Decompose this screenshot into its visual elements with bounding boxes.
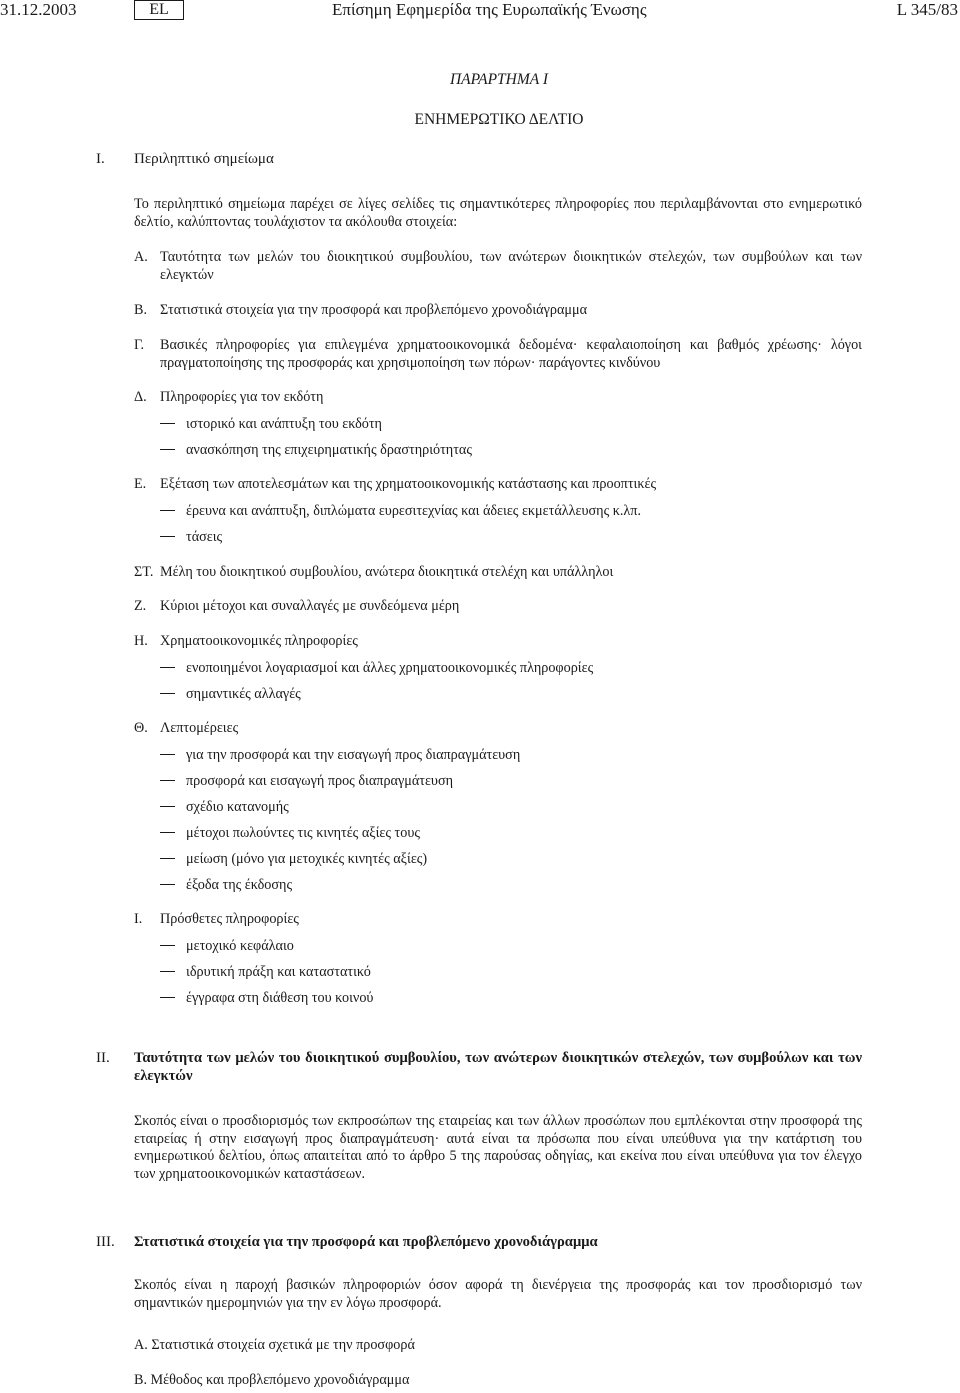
item-b-letter: Β. bbox=[134, 302, 148, 318]
item-f-letter: ΣΤ. bbox=[134, 564, 154, 580]
item-j-dash-2 bbox=[160, 963, 371, 981]
dash-mark bbox=[160, 858, 175, 859]
dash-text: ενοποιημένοι λογαριασμοί και άλλες χρηματοοικονομικές πληροφορίες bbox=[186, 660, 594, 676]
item-e-text: Εξέταση των αποτελεσμάτων και της χρηματοοικονομικής κατάστασης και προοπτικές bbox=[160, 476, 657, 492]
section-3-text: Σκοπός είναι η παροχή βασικών πληροφοριών όσον αφορά τη διενέργεια της προσφοράς και τον προσδιορισμό των σημαντικών ημερομηνιών για την εν λόγω προσφορά. bbox=[134, 1277, 862, 1311]
item-c-text: Βασικές πληροφορίες για επιλεγμένα χρηματοοικονομικά δεδομένα· κεφαλαιοποίηση και βαθμός χρέωσης· λόγοι πραγματοποίησης της προσφοράς και χρησιμοποίηση των πόρων· παράγοντες κινδύνου bbox=[160, 337, 862, 371]
dash-mark bbox=[160, 884, 175, 885]
item-f-text: Μέλη του διοικητικού συμβουλίου, ανώτερα διοικητικά στελέχη και υπάλληλοι bbox=[160, 564, 614, 580]
item-d-text: Πληροφορίες για τον εκδότη bbox=[160, 389, 324, 405]
item-i-dash-3 bbox=[160, 798, 289, 816]
dash-mark bbox=[160, 832, 175, 833]
item-i-dash-5 bbox=[160, 850, 427, 868]
dash-text: μείωση (μόνο για μετοχικές κινητές αξίες) bbox=[186, 851, 428, 867]
item-i-dash-2 bbox=[160, 772, 453, 790]
section-2-title: Ταυτότητα των μελών του διοικητικού συμβουλίου, των ανώτερων διοικητικών στελεχών, των συμβούλων και των ελεγκτών bbox=[134, 1050, 862, 1084]
dash-text: έξοδα της έκδοσης bbox=[186, 877, 293, 893]
dash-mark bbox=[160, 449, 175, 450]
item-b-text: Στατιστικά στοιχεία για την προσφορά και προβλεπόμενο χρονοδιάγραμμα bbox=[160, 302, 588, 318]
dash-text: έγγραφα στη διάθεση του κοινού bbox=[186, 990, 374, 1006]
annex-title: ΠΑΡΑΡΤΗΜΑ I bbox=[449, 71, 549, 88]
item-j-dash-1 bbox=[160, 937, 294, 955]
item-d-dash-2 bbox=[160, 441, 472, 459]
dash-mark bbox=[160, 806, 175, 807]
item-i-dash-6 bbox=[160, 876, 292, 894]
header-date: 31.12.2003 bbox=[0, 0, 77, 19]
section-3-number: III. bbox=[96, 1234, 115, 1250]
section-3-title: Στατιστικά στοιχεία για την προσφορά και προβλεπόμενο χρονοδιάγραμμα bbox=[134, 1234, 598, 1250]
dash-mark bbox=[160, 423, 175, 424]
dash-mark bbox=[160, 997, 175, 998]
item-c-letter: Γ. bbox=[134, 337, 145, 353]
section-1-title: Περιληπτικό σημείωμα bbox=[134, 151, 274, 167]
item-e-letter: Ε. bbox=[134, 476, 147, 492]
dash-mark bbox=[160, 754, 175, 755]
section-1-intro: Το περιληπτικό σημείωμα παρέχει σε λίγες σελίδες τις σημαντικότερες πληροφορίες που περιλαμβάνονται στο ενημερωτικό δελτίο, καλύπτοντας τουλάχιστον τα ακόλουθα στοιχεία: bbox=[134, 196, 862, 230]
dash-text: ιδρυτική πράξη και καταστατικό bbox=[186, 964, 371, 980]
dash-text: μετοχικό κεφάλαιο bbox=[186, 938, 294, 954]
section-2-number: II. bbox=[96, 1050, 110, 1066]
dash-text: προσφορά και εισαγωγή προς διαπραγμάτευση bbox=[186, 773, 454, 789]
dash-text: σημαντικές αλλαγές bbox=[186, 686, 301, 702]
section-3-item-b: Β. Μέθοδος και προβλεπόμενο χρονοδιάγραμμα bbox=[134, 1372, 410, 1388]
language-badge: EL bbox=[134, 0, 184, 20]
dash-mark bbox=[160, 945, 175, 946]
item-g-letter: Ζ. bbox=[134, 598, 147, 614]
item-i-dash-4 bbox=[160, 824, 420, 842]
dash-mark bbox=[160, 667, 175, 668]
section-1-number: I. bbox=[96, 151, 105, 167]
dash-text: ανασκόπηση της επιχειρηματικής δραστηριότητας bbox=[186, 442, 472, 458]
item-d-letter: Δ. bbox=[134, 389, 147, 405]
section-2-text: Σκοπός είναι ο προσδιορισμός των εκπροσώπων της εταιρείας και των άλλων προσώπων που εμπλέκονται στην προσφορά της εταιρείας ή στην εισαγωγή προς διαπραγμάτευση· αυτά είναι τα πρόσωπα που είναι υπεύθυνα για την κατάρτιση του ενημερωτικού δελτίου, όπως απαιτείται από το άρθρο 5 της παρούσας οδηγίας, και εκείνα που είναι υπεύθυνα για τον έλεγχο των χρηματοοικονομικών καταστάσεων. bbox=[134, 1113, 862, 1182]
item-i-letter: Θ. bbox=[134, 720, 148, 736]
item-a-letter: Α. bbox=[134, 249, 148, 265]
journal-title: Επίσημη Εφημερίδα της Ευρωπαϊκής Ένωσης bbox=[332, 0, 647, 19]
item-h-text: Χρηματοοικονομικές πληροφορίες bbox=[160, 633, 358, 649]
item-e-dash-2 bbox=[160, 528, 222, 546]
dash-text: σχέδιο κατανομής bbox=[186, 799, 289, 815]
item-h-dash-2 bbox=[160, 685, 301, 703]
item-h-letter: Η. bbox=[134, 633, 148, 649]
page-header bbox=[0, 0, 960, 28]
item-j-dash-3 bbox=[160, 989, 373, 1007]
item-j-letter: Ι. bbox=[134, 911, 143, 927]
item-i-text: Λεπτομέρειες bbox=[160, 720, 239, 736]
item-g-text: Κύριοι μέτοχοι και συναλλαγές με συνδεόμενα μέρη bbox=[160, 598, 460, 614]
dash-text: έρευνα και ανάπτυξη, διπλώματα ευρεσιτεχνίας και άδειες εκμετάλλευσης κ.λπ. bbox=[186, 503, 642, 519]
dash-text: ιστορικό και ανάπτυξη του εκδότη bbox=[186, 416, 382, 432]
dash-text: μέτοχοι πωλούντες τις κινητές αξίες τους bbox=[186, 825, 420, 841]
item-d-dash-1 bbox=[160, 415, 382, 433]
item-e-dash-1 bbox=[160, 502, 641, 520]
dash-text: τάσεις bbox=[186, 529, 223, 545]
dash-mark bbox=[160, 510, 175, 511]
section-3-item-a: Α. Στατιστικά στοιχεία σχετικά με την προσφορά bbox=[134, 1337, 415, 1353]
dash-mark bbox=[160, 536, 175, 537]
item-i-dash-1 bbox=[160, 746, 520, 764]
dash-mark bbox=[160, 780, 175, 781]
page-reference: L 345/83 bbox=[896, 0, 958, 19]
annex-subtitle: ΕΝΗΜΕΡΩΤΙΚΟ ΔΕΛΤΙΟ bbox=[414, 111, 584, 128]
dash-mark bbox=[160, 971, 175, 972]
item-h-dash-1 bbox=[160, 659, 593, 677]
item-a-text: Ταυτότητα των μελών του διοικητικού συμβουλίου, των ανώτερων διοικητικών στελεχών, των συμβούλων και των ελεγκτών bbox=[160, 249, 862, 283]
item-j-text: Πρόσθετες πληροφορίες bbox=[160, 911, 299, 927]
dash-mark bbox=[160, 693, 175, 694]
dash-text: για την προσφορά και την εισαγωγή προς διαπραγμάτευση bbox=[186, 747, 521, 763]
